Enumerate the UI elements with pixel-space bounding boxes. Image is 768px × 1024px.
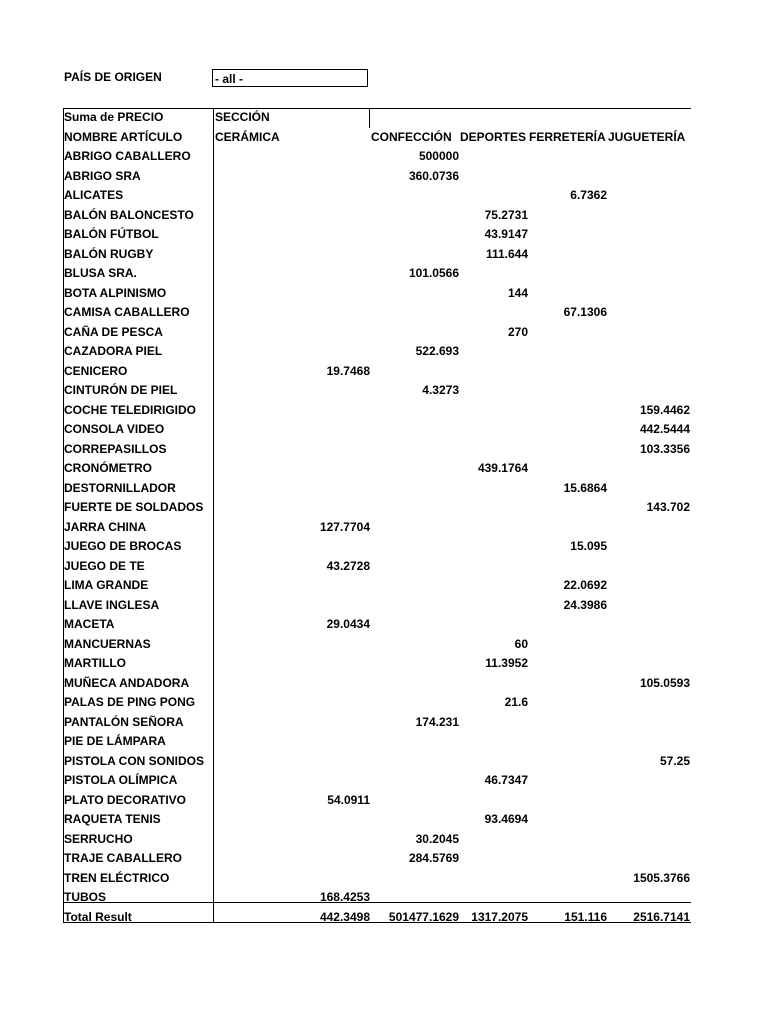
table-row <box>63 420 691 440</box>
table-row <box>63 752 691 772</box>
total-value: 501477.1629 <box>388 909 459 924</box>
left-border <box>63 108 64 922</box>
cell-value: 270 <box>507 324 528 339</box>
cell-value: 284.5769 <box>408 851 459 865</box>
table-row <box>63 732 691 752</box>
table-row <box>63 810 691 830</box>
column-header: FERRETERÍA <box>529 129 606 144</box>
total-value: 151.116 <box>564 909 607 924</box>
table-row <box>63 323 691 343</box>
row-label: PALAS DE PING PONG <box>64 695 196 709</box>
total-label: Total Result <box>64 909 132 924</box>
cell-value: 105.0593 <box>639 675 690 690</box>
table-row <box>63 245 691 265</box>
column-header: JUGUETERÍA <box>608 129 686 144</box>
cell-value: 22.0692 <box>563 578 607 592</box>
table-row <box>63 713 691 733</box>
row-label: ABRIGO SRA <box>64 168 141 183</box>
cell-value: 4.3273 <box>422 383 459 397</box>
cell-value: 159.4462 <box>639 402 690 417</box>
table-row <box>63 342 691 362</box>
table-row <box>63 888 691 908</box>
table-row <box>63 576 691 596</box>
row-label: JUEGO DE BROCAS <box>64 539 182 553</box>
cell-value: 1505.3766 <box>633 870 690 885</box>
column-header: CERÁMICA <box>215 129 280 144</box>
cell-value: 144 <box>507 285 528 300</box>
row-label: ABRIGO CABALLERO <box>64 149 191 163</box>
row-label: CAÑA DE PESCA <box>64 324 163 339</box>
row-label: BALÓN RUGBY <box>64 246 154 261</box>
table-row <box>63 830 691 850</box>
row-label: LIMA GRANDE <box>64 578 149 592</box>
table-row <box>63 674 691 694</box>
cell-value: 43.2728 <box>326 558 370 573</box>
table-row <box>63 167 691 187</box>
column-field-box-divider <box>369 108 370 128</box>
cell-value: 360.0736 <box>408 168 459 183</box>
table-row <box>63 596 691 616</box>
row-label: LLAVE INGLESA <box>64 597 160 612</box>
row-label: FUERTE DE SOLDADOS <box>64 500 204 514</box>
table-row <box>63 206 691 226</box>
row-label: TRAJE CABALLERO <box>64 851 183 865</box>
cell-value: 15.6864 <box>563 480 607 495</box>
table-row <box>63 401 691 421</box>
row-label: CINTURÓN DE PIEL <box>64 383 178 397</box>
row-label: MUÑECA ANDADORA <box>64 675 190 690</box>
row-label: PIE DE LÁMPARA <box>64 734 166 748</box>
cell-value: 111.644 <box>485 246 528 261</box>
total-value: 2516.7141 <box>633 909 690 924</box>
column-header: CONFECCIÓN <box>371 129 452 144</box>
table-row <box>63 225 691 245</box>
cell-value: 21.6 <box>504 695 528 709</box>
row-label: ALICATES <box>64 188 124 202</box>
row-label: CAZADORA PIEL <box>64 344 163 358</box>
cell-value: 168.4253 <box>319 890 370 904</box>
row-label: TUBOS <box>64 890 106 904</box>
table-row <box>63 557 691 577</box>
table-row <box>63 381 691 401</box>
total-value: 1317.2075 <box>471 909 528 924</box>
total-value: 442.3498 <box>319 909 370 924</box>
row-label: RAQUETA TENIS <box>64 812 161 826</box>
table-row <box>63 147 691 167</box>
cell-value: 19.7468 <box>326 363 370 378</box>
cell-value: 6.7362 <box>570 188 607 202</box>
cell-value: 103.3356 <box>639 441 690 456</box>
table-row <box>63 693 691 713</box>
cell-value: 46.7347 <box>484 773 528 787</box>
cell-value: 500000 <box>418 149 459 163</box>
row-label: JARRA CHINA <box>64 519 147 534</box>
table-row <box>63 791 691 811</box>
table-row <box>63 498 691 518</box>
row-label: CORREPASILLOS <box>64 441 167 456</box>
cell-value: 60 <box>514 636 528 651</box>
row-label: CENICERO <box>64 363 128 378</box>
bottom-border <box>63 922 691 923</box>
pivot-header-row-1 <box>63 108 691 128</box>
row-label: MANCUERNAS <box>64 636 151 651</box>
table-row <box>63 362 691 382</box>
row-field-label[interactable]: NOMBRE ARTÍCULO <box>64 129 183 144</box>
column-field-label[interactable]: SECCIÓN <box>215 110 270 124</box>
cell-value: 11.3952 <box>485 656 528 670</box>
row-label: PANTALÓN SEÑORA <box>64 714 184 729</box>
row-label: CRONÓMETRO <box>64 461 152 475</box>
pivot-header-row-2 <box>63 128 691 148</box>
table-row <box>63 186 691 206</box>
table-row <box>63 518 691 538</box>
row-label: BLUSA SRA. <box>64 266 137 280</box>
row-label: MARTILLO <box>64 656 126 670</box>
row-label-divider <box>213 108 214 922</box>
cell-value: 29.0434 <box>326 617 370 631</box>
row-label: PISTOLA OLÍMPICA <box>64 773 178 787</box>
table-row <box>63 264 691 284</box>
row-label: BALÓN FÚTBOL <box>64 227 159 241</box>
top-border <box>63 108 691 109</box>
total-row <box>63 908 691 928</box>
row-label: COCHE TELEDIRIGIDO <box>64 402 197 417</box>
column-header: DEPORTES <box>460 129 527 144</box>
row-label: BOTA ALPINISMO <box>64 285 167 300</box>
pivot-body <box>63 147 691 908</box>
cell-value: 442.5444 <box>639 422 690 436</box>
table-row <box>63 537 691 557</box>
cell-value: 439.1764 <box>477 461 528 475</box>
table-row <box>63 303 691 323</box>
cell-value: 143.702 <box>646 500 690 514</box>
cell-value: 93.4694 <box>484 812 528 826</box>
row-label: CONSOLA VIDEO <box>64 422 165 436</box>
row-label: PISTOLA CON SONIDOS <box>64 753 205 768</box>
table-row <box>63 479 691 499</box>
row-label: DESTORNILLADOR <box>64 480 176 495</box>
cell-value: 15.095 <box>570 539 607 553</box>
cell-value: 101.0566 <box>408 266 459 280</box>
table-row <box>63 771 691 791</box>
cell-value: 24.3986 <box>563 597 607 612</box>
table-row <box>63 869 691 889</box>
row-label: TREN ELÉCTRICO <box>64 870 170 885</box>
total-top-border <box>63 902 691 903</box>
cell-value: 43.9147 <box>484 227 528 241</box>
table-row <box>63 615 691 635</box>
table-row <box>63 459 691 479</box>
cell-value: 57.25 <box>659 753 690 768</box>
table-row <box>63 635 691 655</box>
table-row <box>63 654 691 674</box>
cell-value: 174.231 <box>415 714 459 729</box>
row-label: SERRUCHO <box>64 831 133 846</box>
row-label: PLATO DECORATIVO <box>64 792 187 807</box>
cell-value: 67.1306 <box>563 305 607 319</box>
filter-label: PAÍS DE ORIGEN <box>64 70 162 84</box>
cell-value: 127.7704 <box>319 519 370 534</box>
table-row <box>63 440 691 460</box>
pivot-table <box>63 108 691 927</box>
filter-dropdown[interactable]: - all - <box>212 69 368 87</box>
row-label: JUEGO DE TE <box>64 558 145 573</box>
row-label: MACETA <box>64 617 115 631</box>
row-label: BALÓN BALONCESTO <box>64 207 194 222</box>
row-label: CAMISA CABALLERO <box>64 305 190 319</box>
cell-value: 522.693 <box>415 344 459 358</box>
cell-value: 54.0911 <box>327 792 370 807</box>
cell-value: 30.2045 <box>415 831 459 846</box>
measure-label: Suma de PRECIO <box>64 110 164 124</box>
table-row <box>63 284 691 304</box>
cell-value: 75.2731 <box>484 207 528 222</box>
table-row <box>63 849 691 869</box>
